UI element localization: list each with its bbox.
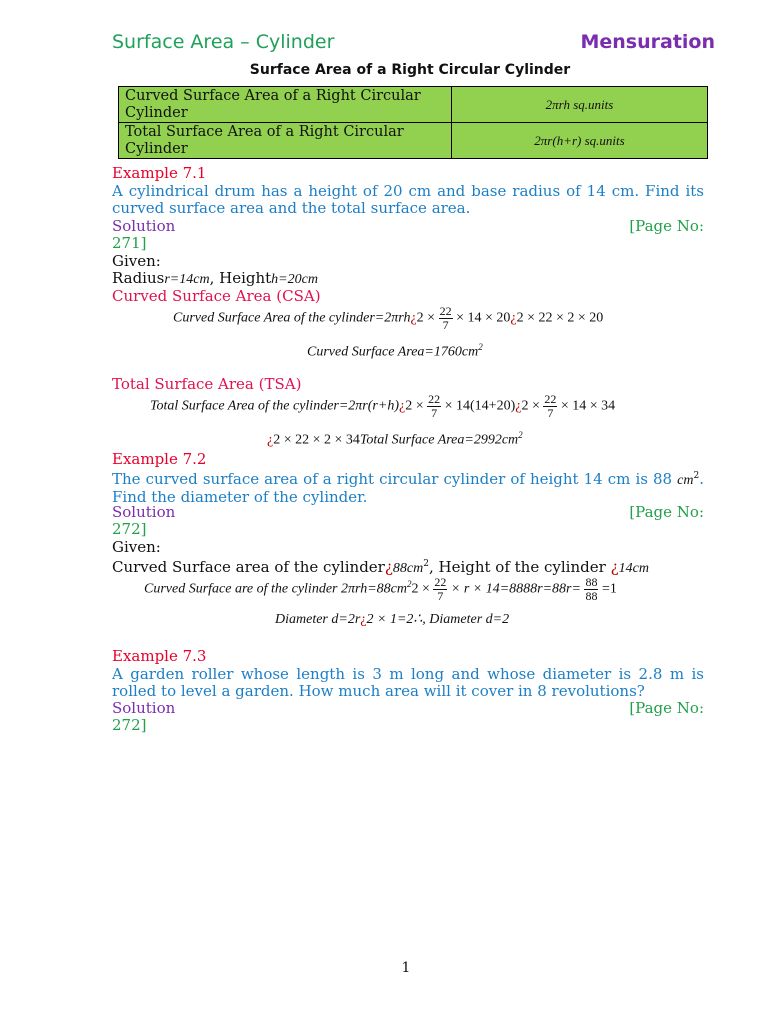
example-title: Example 7.2	[112, 450, 207, 468]
section-subtitle: Surface Area of a Right Circular Cylinder	[249, 62, 571, 78]
broken-glyph: ¿	[610, 558, 619, 576]
csa-eq-rhs: × 14 × 20	[456, 310, 511, 326]
fraction-denominator: 7	[431, 406, 438, 420]
page-reference: [Page No:	[629, 699, 704, 717]
example-question: A garden roller whose length is 3 m long and whose diameter is 2.8 m is rolled to level a garden. How much area will it cover in 8 revolutions?	[112, 665, 704, 700]
csa-eq-end: 2 × 22 × 2 × 20	[516, 310, 604, 326]
superscript: 2	[406, 579, 412, 590]
solution-label: Solution	[112, 699, 176, 717]
example-question	[112, 468, 704, 506]
calc-end: =1	[601, 581, 617, 597]
solution-label: Solution	[112, 217, 176, 235]
page-reference-number: 272]	[112, 716, 147, 734]
fraction-denominator: 7	[437, 589, 444, 603]
fraction	[439, 305, 453, 332]
formula-table	[118, 86, 708, 159]
given-text-b: , Height of the cylinder	[428, 558, 606, 576]
tsa-eq-end: × 14 × 34	[560, 398, 616, 414]
height-value: h=20cm	[271, 272, 318, 287]
fraction-numerator: 22	[434, 575, 447, 589]
fraction-numerator: 22	[544, 392, 557, 406]
given-value-area: 88cm	[392, 561, 424, 576]
fraction-numerator: 88	[585, 575, 598, 589]
page-reference: [Page No:	[629, 503, 704, 521]
superscript: 2	[693, 471, 700, 481]
csa-heading: Curved Surface Area (CSA)	[112, 287, 321, 305]
broken-glyph: ¿	[515, 398, 522, 414]
diameter-calc-line1	[144, 576, 617, 603]
question-unit: cm	[677, 473, 694, 488]
question-text: The curved surface area of a right circular cylinder of height 14 cm is 88	[112, 470, 673, 488]
header-right-title: Mensuration	[580, 31, 715, 53]
given-text-a: Curved Surface area of the cylinder	[112, 558, 385, 576]
broken-glyph: ¿	[510, 310, 517, 326]
header-left-title: Surface Area – Cylinder	[112, 31, 335, 53]
page-number: 1	[401, 960, 411, 976]
superscript: 2	[478, 342, 483, 352]
tsa-eq-mid: 2 ×	[405, 398, 424, 414]
fraction-denominator: 7	[442, 318, 449, 332]
tsa-eq-mid2: 2 ×	[521, 398, 540, 414]
given-label: Given:	[112, 538, 161, 556]
height-label: , Height	[209, 269, 272, 287]
fraction	[427, 393, 441, 420]
tsa-equation-line2	[267, 430, 523, 449]
fraction	[584, 576, 598, 603]
tsa-equation-line1	[150, 393, 615, 420]
solution-row	[112, 218, 704, 235]
example-title: Example 7.3	[112, 647, 207, 665]
csa-equation-line2	[307, 342, 483, 361]
table-row	[119, 87, 708, 123]
calc-mid: 2 ×	[411, 581, 430, 597]
superscript: 2	[518, 430, 523, 440]
fraction-numerator: 22	[428, 392, 441, 406]
example-question: A cylindrical drum has a height of 20 cm and base radius of 14 cm. Find its curved surface area and the total surface area.	[112, 182, 704, 217]
radius-value: r=14cm	[164, 272, 210, 287]
table-cell-label: Total Surface Area of a Right Circular Cylinder	[119, 123, 452, 159]
table-cell-formula: 2πrh sq.units	[452, 87, 708, 123]
csa-equation-line1	[173, 305, 603, 332]
question-end: . Find the diameter of the cylinder.	[112, 470, 704, 506]
table-row	[119, 123, 708, 159]
example-title: Example 7.1	[112, 164, 207, 182]
solution-row	[112, 504, 704, 521]
table-cell-formula: 2πr(h+r) sq.units	[452, 123, 708, 159]
fraction	[543, 393, 557, 420]
tsa-heading: Total Surface Area (TSA)	[112, 375, 302, 393]
calc-rhs: × r × 14=8888r=88r=	[450, 581, 581, 597]
given-value-height: 14cm	[618, 561, 649, 576]
broken-glyph: ¿	[384, 558, 393, 576]
csa-eq-mid: 2 ×	[416, 310, 436, 326]
page-reference-number: 271]	[112, 234, 147, 252]
diameter-b: 2 × 1=2∴, Diameter d=2	[366, 612, 510, 627]
radius-label: Radius	[112, 269, 165, 287]
fraction-denominator: 88	[585, 589, 598, 603]
csa-result: Curved Surface Area=1760cm	[307, 344, 479, 360]
csa-eq-lhs: Curved Surface Area of the cylinder=2πrh	[173, 310, 411, 326]
broken-glyph: ¿	[398, 398, 406, 414]
tsa-eq-rhs: × 14(14+20)	[444, 398, 516, 414]
fraction-denominator: 7	[547, 406, 554, 420]
calc-lhs: Curved Surface are of the cylinder 2πrh=88cm	[144, 581, 407, 597]
fraction-numerator: 22	[439, 304, 452, 318]
solution-label: Solution	[112, 503, 176, 521]
broken-glyph: ¿	[360, 612, 367, 627]
fraction	[433, 576, 447, 603]
table-cell-label: Curved Surface Area of a Right Circular Cylinder	[119, 87, 452, 123]
broken-glyph: ¿	[410, 310, 417, 326]
diameter-a: Diameter d=2r	[275, 612, 361, 627]
page-reference: [Page No:	[629, 217, 704, 235]
broken-glyph: ¿	[267, 432, 274, 448]
diameter-calc-line2	[275, 611, 509, 628]
tsa-eq-product: 2 × 22 × 2 × 34	[273, 432, 360, 448]
tsa-result: Total Surface Area=2992cm	[359, 432, 519, 448]
page-reference-number: 272]	[112, 520, 147, 538]
given-values	[112, 556, 704, 577]
given-values	[112, 270, 704, 288]
solution-row	[112, 700, 704, 717]
given-label: Given:	[112, 252, 161, 270]
superscript: 2	[423, 559, 429, 569]
tsa-eq-lhs: Total Surface Area of the cylinder=2πr(r+h)	[150, 398, 399, 414]
